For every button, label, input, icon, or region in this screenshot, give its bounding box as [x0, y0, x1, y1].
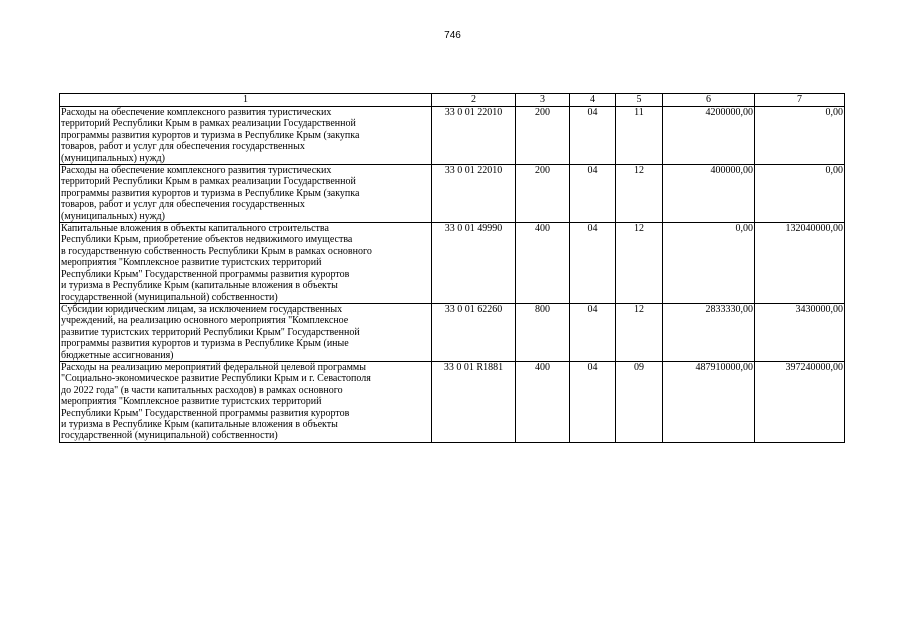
amount-col7: 0,00 [755, 107, 845, 165]
description-line: бюджетные ассигнования) [61, 349, 174, 361]
description-line: и туризма в Республике Крым (капитальные вложения в объекты [61, 418, 338, 430]
column-number: 4 [570, 94, 616, 107]
expense-description [60, 165, 432, 223]
table-row [60, 361, 845, 442]
description-line: "Социально-экономическое развитие Республики Крым и г. Севастополя [61, 373, 371, 385]
description-line: товаров, работ и услуг для обеспечения государственных [61, 141, 305, 153]
budget-code: 33 0 01 R1881 [432, 361, 516, 442]
description-line: Расходы на обеспечение комплексного развития туристических [61, 165, 332, 177]
expense-type: 400 [516, 223, 570, 304]
description-line: Республики Крым" Государственной программы развития курортов [61, 407, 350, 419]
expense-type: 800 [516, 303, 570, 361]
description-line: учреждений, на реализацию основного мероприятия "Комплексное [61, 315, 349, 327]
section: 04 [570, 223, 616, 304]
description-line: территорий Республики Крым в рамках реализации Государственной [61, 176, 356, 188]
column-number: 5 [616, 94, 663, 107]
expense-type: 400 [516, 361, 570, 442]
amount-col7: 397240000,00 [755, 361, 845, 442]
subsection: 12 [616, 223, 663, 304]
budget-code: 33 0 01 22010 [432, 165, 516, 223]
description-line: Капитальные вложения в объекты капитального строительства [61, 223, 329, 235]
expense-type: 200 [516, 107, 570, 165]
description-line: Республики Крым" Государственной программы развития курортов [61, 268, 350, 280]
column-number: 7 [755, 94, 845, 107]
table-row [60, 107, 845, 165]
subsection: 11 [616, 107, 663, 165]
budget-code: 33 0 01 22010 [432, 107, 516, 165]
amount-col6: 400000,00 [663, 165, 755, 223]
description-line: (муниципальных) нужд) [61, 210, 165, 222]
amount-col6: 0,00 [663, 223, 755, 304]
description-line: государственной (муниципальной) собственности) [61, 430, 278, 442]
amount-col6: 2833330,00 [663, 303, 755, 361]
description-line: развитие туристских территорий Республики Крым" Государственной [61, 326, 360, 338]
amount-col6: 4200000,00 [663, 107, 755, 165]
description-line: до 2022 года" (в части капитальных расходов) в рамках основного [61, 384, 343, 396]
column-number: 2 [432, 94, 516, 107]
subsection: 09 [616, 361, 663, 442]
subsection: 12 [616, 303, 663, 361]
budget-code: 33 0 01 49990 [432, 223, 516, 304]
subsection: 12 [616, 165, 663, 223]
description-line: программы развития курортов и туризма в Республике Крым (иные [61, 338, 349, 350]
expense-type: 200 [516, 165, 570, 223]
expense-description [60, 303, 432, 361]
section: 04 [570, 165, 616, 223]
description-line: мероприятия "Комплексное развитие туристских территорий [61, 396, 322, 408]
column-number-row [60, 94, 845, 107]
amount-col6: 487910000,00 [663, 361, 755, 442]
section: 04 [570, 107, 616, 165]
description-line: мероприятия "Комплексное развитие туристских территорий [61, 257, 322, 269]
page-number: 746 [444, 30, 461, 41]
table-row [60, 223, 845, 304]
description-line: в государственную собственность Республики Крым в рамках основного [61, 245, 372, 257]
description-line: Республики Крым, приобретение объектов недвижимого имущества [61, 234, 353, 246]
section: 04 [570, 361, 616, 442]
description-line: и туризма в Республике Крым (капитальные вложения в объекты [61, 280, 338, 292]
description-line: Субсидии юридическим лицам, за исключением государственных [61, 303, 343, 315]
budget-code: 33 0 01 62260 [432, 303, 516, 361]
column-number: 3 [516, 94, 570, 107]
budget-table [59, 93, 845, 443]
description-line: территорий Республики Крым в рамках реализации Государственной [61, 118, 356, 130]
table-row [60, 165, 845, 223]
amount-col7: 3430000,00 [755, 303, 845, 361]
expense-description [60, 361, 432, 442]
expense-description [60, 107, 432, 165]
description-line: Расходы на обеспечение комплексного развития туристических [61, 107, 332, 118]
table-row [60, 303, 845, 361]
description-line: программы развития курортов и туризма в Республике Крым (закупка [61, 187, 360, 199]
column-number: 6 [663, 94, 755, 107]
description-line: товаров, работ и услуг для обеспечения государственных [61, 199, 305, 211]
expense-description [60, 223, 432, 304]
amount-col7: 132040000,00 [755, 223, 845, 304]
amount-col7: 0,00 [755, 165, 845, 223]
section: 04 [570, 303, 616, 361]
column-number: 1 [60, 94, 432, 107]
description-line: государственной (муниципальной) собственности) [61, 291, 278, 303]
description-line: Расходы на реализацию мероприятий федеральной целевой программы [61, 361, 366, 373]
description-line: (муниципальных) нужд) [61, 152, 165, 164]
description-line: программы развития курортов и туризма в Республике Крым (закупка [61, 129, 360, 141]
